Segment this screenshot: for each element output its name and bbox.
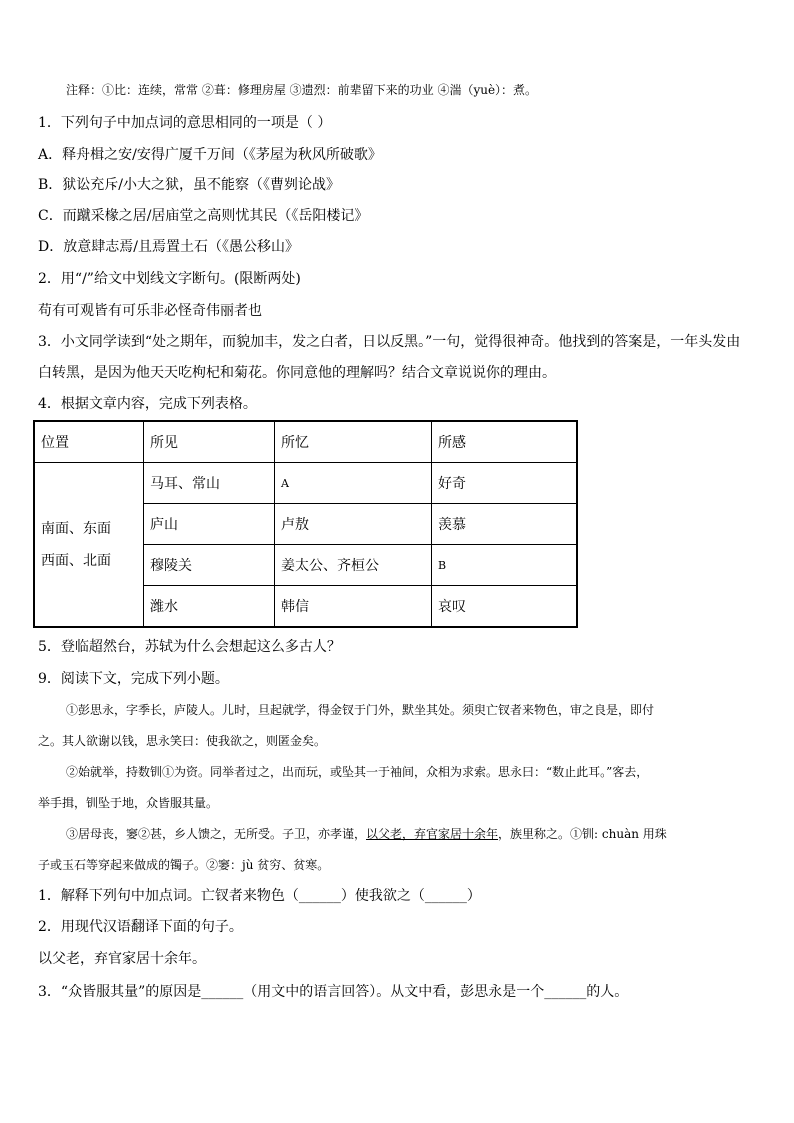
sub-q2: 2．用现代汉语翻译下面的句子。	[38, 919, 243, 935]
passage-p2-line1: ②始就举，持数钏①为资。同举者过之，出而玩，或坠其一于袖间，众相为求索。思永曰：“数止此耳。”客去，	[66, 765, 649, 779]
table-cell: 好奇	[432, 463, 578, 504]
table-header-row	[34, 421, 577, 463]
q3-line2: 白转黑，是因为他天天吃枸杞和菊花。你同意他的理解吗？结合文章说说你的理由。	[38, 365, 556, 381]
header-cell: 所忆	[275, 421, 432, 463]
q1-option-c: C．而蹴采椽之居/居庙堂之高则忧其民（《岳阳楼记》	[38, 208, 369, 224]
table-cell: 羡慕	[432, 504, 578, 545]
q1-option-a: A．释舟楫之安/安得广厦千万间（《茅屋为秋风所破歌》	[38, 147, 382, 163]
passage-p2-line2: 举手揖，钏坠于地，众皆服其量。	[38, 796, 219, 810]
header-cell: 所感	[432, 421, 578, 463]
passage-p3-line2: 子或玉石等穿起来做成的镯子。②窭：jù 贫穷、贫寒。	[38, 858, 330, 872]
passage-p1-line1: ①彭思永，字季长，庐陵人。儿时，旦起就学，得金钗于门外，默坐其处。须臾亡钗者来物色，审之良是，即付	[66, 703, 655, 717]
table-cell: 马耳、常山	[144, 463, 275, 504]
position-line: 西面、北面	[41, 552, 111, 569]
header-cell: 所见	[144, 421, 275, 463]
passage-p3-line1	[66, 824, 667, 844]
passage-p1-line2: 之。其人欲谢以钱，思永笑曰：使我欲之，则匿金矣。	[38, 734, 327, 748]
sub-q2-sentence: 以父老，弃官家居十余年。	[38, 951, 206, 967]
q1-option-b: B．狱讼充斥/小大之狱，虽不能察（《曹刿论战》	[38, 177, 341, 193]
blank-b-cell: B	[432, 545, 578, 586]
q4-stem: 4．根据文章内容，完成下列表格。	[38, 396, 257, 412]
underlined-sentence: 以父老，弃官家居十余年	[366, 827, 499, 841]
table-cell: 卢敖	[275, 504, 432, 545]
table-cell: 庐山	[144, 504, 275, 545]
blank-a-cell: A	[275, 463, 432, 504]
position-line: 南面、东面	[41, 520, 111, 537]
table-cell: 潍水	[144, 586, 275, 628]
table-cell: 哀叹	[432, 586, 578, 628]
header-cell: 位置	[34, 421, 144, 463]
table-cell: 穆陵关	[144, 545, 275, 586]
q2-text: 苟有可观皆有可乐非必怪奇伟丽者也	[38, 303, 262, 319]
sub-q1: 1．解释下列句中加点词。亡钗者来物色（______）使我欲之（______）	[38, 888, 481, 904]
position-cell	[34, 463, 144, 628]
table-cell: 韩信	[275, 586, 432, 628]
table-cell: 姜太公、齐桓公	[275, 545, 432, 586]
passage-text: ③居母丧，窭②甚，乡人馈之，无所受。子卫，亦孝谨，	[66, 827, 367, 841]
q4-table	[33, 420, 578, 628]
sub-q3: 3．“众皆服其量”的原因是______（用文中的语言回答）。从文中看，彭思永是一个______的人。	[38, 984, 629, 1000]
q1-stem: 1．下列句子中加点词的意思相同的一项是（ ）	[38, 115, 332, 131]
table-row	[34, 463, 577, 504]
annotation-note: 注释：①比：连续，常常 ②葺：修理房屋 ③遗烈：前辈留下来的功业 ④湍（yuè）：煮。	[66, 83, 538, 97]
q2-stem: 2．用“/”给文中划线文字断句。(限断两处)	[38, 271, 301, 287]
q9-stem: 9．阅读下文，完成下列小题。	[38, 671, 229, 687]
q3-line1: 3．小文同学读到“处之期年，而貌加丰，发之白者，日以反黑。”一句，觉得很神奇。他找到的答案是，一年头发由	[38, 334, 741, 350]
passage-text: ，族里称之。①钏: chuàn 用珠	[498, 827, 667, 841]
q5-stem: 5．登临超然台，苏轼为什么会想起这么多古人？	[38, 639, 341, 655]
q1-option-d: D．放意肆志焉/且焉置土石（《愚公移山》	[38, 239, 299, 255]
